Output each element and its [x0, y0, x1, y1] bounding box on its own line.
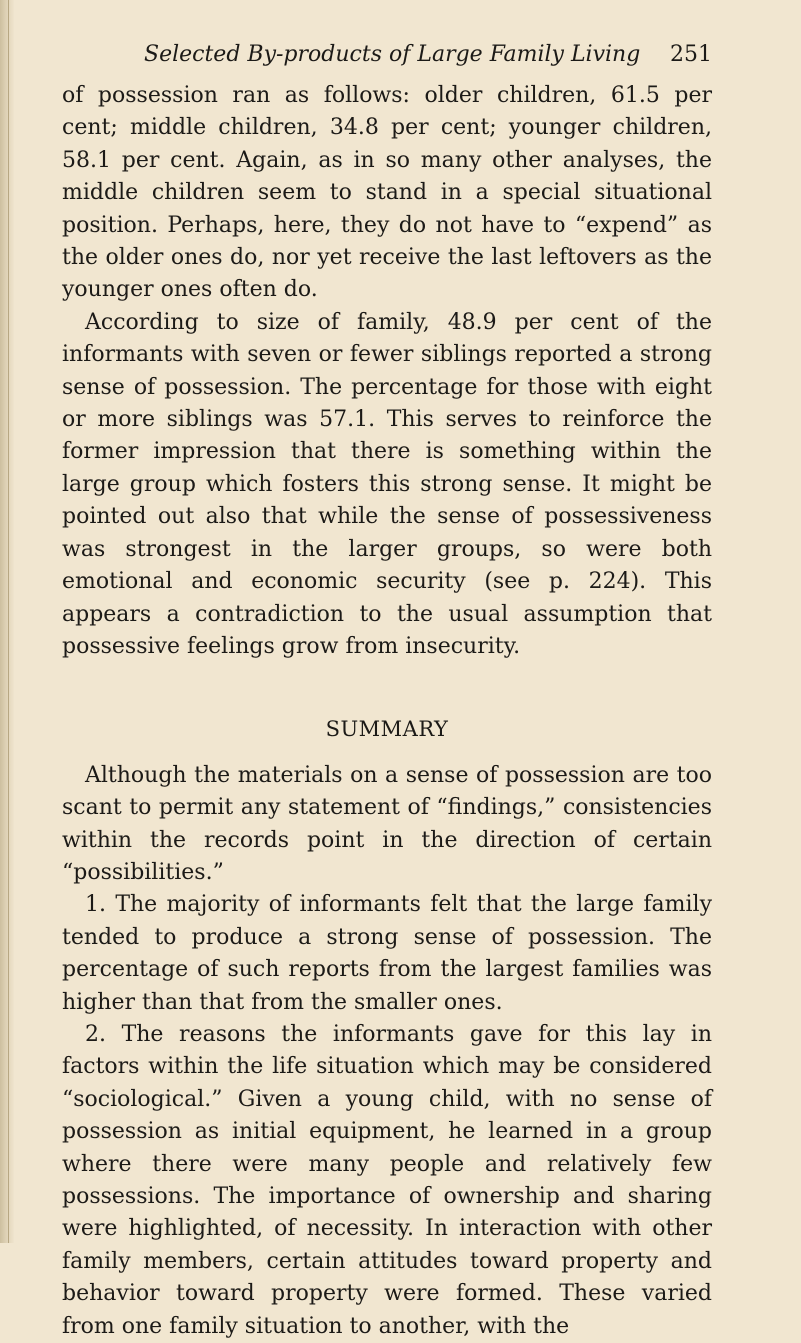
body-text — [62, 80, 712, 1343]
paragraph-summary-intro: Although the materials on a sense of possession are too scant to permit any statement of “findings,” consistencies within the records point in the direction of certain “possibilities.” — [62, 762, 712, 885]
book-gutter-shadow — [0, 0, 14, 1243]
paragraph-family-size: According to size of family, 48.9 per cent of the informants with seven or fewer siblings reported a strong sense of possession. The percentage for those with eight or more siblings was 57.1. This serves to reinforce the former impression that there is something within the large group which fosters this strong sense. It might be pointed out also that while the sense of possessiveness was strongest in the larger groups, so were both emotional and economic security (see p. 224). This appears a contradiction to the usual assumption that possessive feelings grow from insecurity. — [62, 309, 712, 659]
book-page — [62, 36, 712, 1343]
running-head — [62, 36, 712, 80]
section-heading-summary: SUMMARY — [325, 717, 449, 742]
paragraph-continued: of possession ran as follows: older children, 61.5 per cent; middle children, 34.8 per cent; younger children, 58.1 per cent. Again, as in so many other analyses, the middle children seem to stand in a special situational position. Perhaps, here, they do not have to “expend” as the older ones do, nor yet receive the last leftovers as the younger ones often do. — [62, 83, 712, 303]
paragraph-summary-point-1: 1. The majority of informants felt that the large family tended to produce a strong sense of possession. The percentage of such reports from the largest families was higher than that from the smaller ones. — [62, 892, 712, 1015]
page-number: 251 — [670, 42, 712, 67]
binding-edge-line — [8, 0, 9, 1243]
paragraph-summary-point-2: 2. The reasons the informants gave for this lay in factors within the life situation which may be considered “sociological.” Given a young child, with no sense of possession as initial equipment, he learned in a group where there were many people and relatively few possessions. The importance of ownership and sharing were highlighted, of necessity. In interaction with other family members, certain attitudes toward property and behavior toward property were formed. These varied from one family situation to another, with the — [62, 1021, 712, 1339]
running-title: Selected By-products of Large Family Living — [144, 42, 641, 67]
